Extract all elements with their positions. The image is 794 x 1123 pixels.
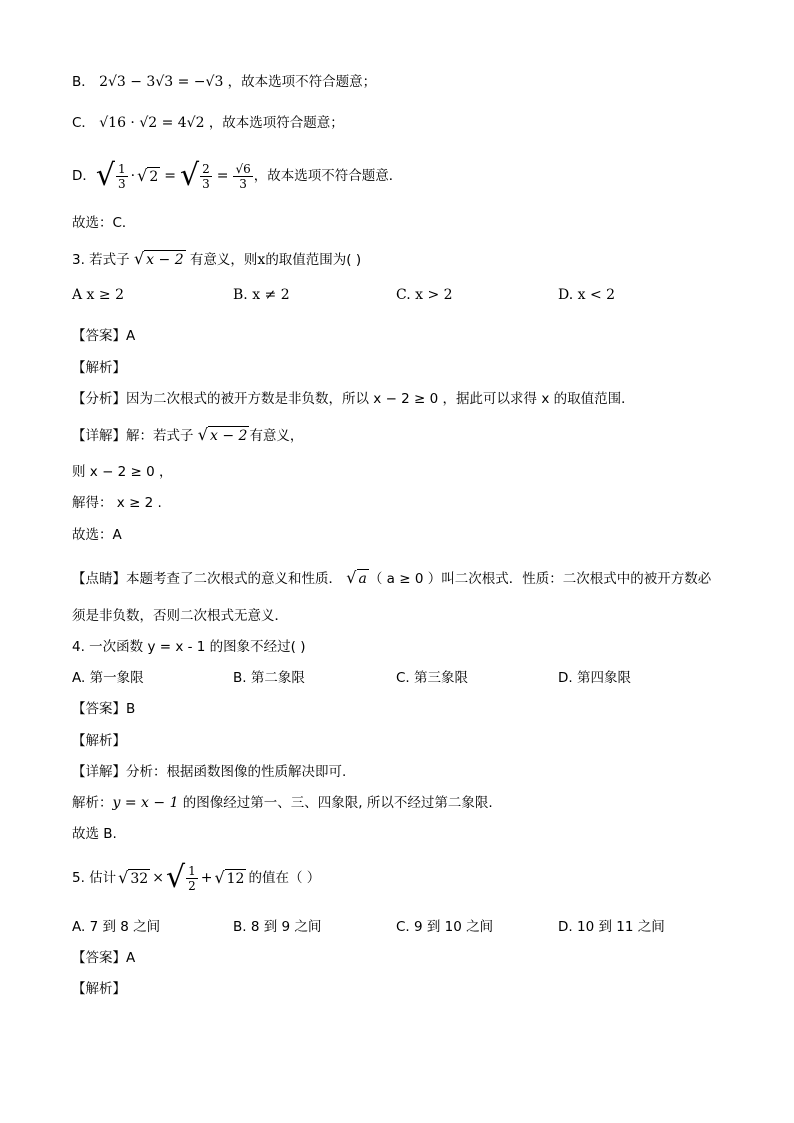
q4-option-c: C. 第三象限 — [396, 670, 469, 686]
q3-fenxi-label: 【分析】 — [72, 391, 126, 407]
q3-xiangjie-b: 有意义， — [249, 428, 304, 444]
q4-answer-label: 【答案】 — [72, 701, 126, 717]
q3-dianjing — [72, 569, 711, 588]
q3-analysis-label: 【解析】 — [72, 360, 126, 376]
q3-dianjing-b: （ a ≥ 0 ）叫二次根式．性质：二次根式中的被开方数必 — [368, 571, 712, 587]
q3-stem-a: 3. 若式子 — [72, 252, 130, 268]
q3-dianjing-label: 【点睛】 — [72, 571, 126, 587]
q3-xiangjie — [72, 426, 303, 445]
q3-fenxi-text: 因为二次根式的被开方数是非负数，所以 x − 2 ≥ 0 ，据此可以求得 x 的取值范围． — [126, 391, 635, 407]
q3-answer — [72, 327, 135, 345]
q3-option-c: C. x > 2 — [396, 287, 453, 303]
q5-answer — [72, 949, 135, 967]
q4-answer-value: B — [126, 701, 136, 717]
q2-option-c-expr: √16 · √2 = 4√2 — [99, 115, 205, 131]
q5-option-a: A. 7 到 8 之间 — [72, 919, 161, 935]
q3-fenxi — [72, 390, 635, 408]
q4-choose: 故选 B. — [72, 826, 117, 842]
q3-radical-icon: √ — [133, 249, 145, 268]
q3-stem-c: 的取值范围为( ) — [265, 252, 362, 268]
q3-answer-value: A — [126, 328, 136, 344]
q4-jiexi — [72, 794, 493, 812]
q3-option-d: D. x < 2 — [558, 287, 616, 303]
q2-option-b-expr: 2√3 − 3√3 = −√3 — [99, 74, 224, 90]
q4-stem: 4. 一次函数 y = x - 1 的图象不经过( ) — [72, 639, 306, 655]
q5-stem — [72, 858, 320, 898]
q5-analysis-label: 【解析】 — [72, 981, 126, 997]
q4-answer — [72, 700, 135, 718]
q3-dianjing-radical-icon: √ — [346, 568, 357, 587]
q2-option-b — [72, 73, 376, 91]
q2-option-c-prefix: C． — [72, 115, 95, 131]
q2-option-d-prefix: D． — [72, 168, 96, 184]
q2-choose: 故选：C． — [72, 215, 136, 231]
q4-option-a: A. 第一象限 — [72, 670, 144, 686]
q3-xiangjie-radicand: x − 2 — [210, 428, 248, 444]
q4-analysis-label: 【解析】 — [72, 733, 126, 749]
q2-option-b-text: ，故本选项不符合题意； — [227, 74, 377, 90]
q3-stem-var: x — [257, 252, 266, 268]
q4-xiangjie — [72, 763, 346, 781]
q4-xiangjie-label: 【详解】 — [72, 764, 126, 780]
q5-option-b: B. 8 到 9 之间 — [233, 919, 322, 935]
q2-option-c — [72, 114, 344, 132]
q5-option-c: C. 9 到 10 之间 — [396, 919, 494, 935]
q3-stem-b: 有意义，则 — [189, 252, 258, 268]
q2-option-b-prefix: B． — [72, 74, 95, 90]
q3-step-2: 解得： x ≥ 2 . — [72, 495, 162, 511]
q3-answer-label: 【答案】 — [72, 328, 126, 344]
q2-option-d — [72, 158, 402, 194]
q3-dianjing-cont: 须是非负数，否则二次根式无意义． — [72, 608, 288, 624]
q5-stem-b: 的值在（ ） — [248, 870, 321, 886]
q3-xiangjie-a: 解：若式子 — [126, 428, 194, 444]
q4-jiexi-a: 解析： — [72, 795, 113, 811]
q3-choose: 故选：A — [72, 527, 122, 543]
q3-step-1: 则 x − 2 ≥ 0 ， — [72, 464, 173, 480]
q2-option-c-text: ，故本选项符合题意； — [208, 115, 344, 131]
q3-stem — [72, 250, 361, 269]
q2-option-d-text: ，故本选项不符合题意． — [253, 168, 403, 184]
q4-option-b: B. 第二象限 — [233, 670, 305, 686]
q4-xiangjie-text: 分析：根据函数图像的性质解决即可. — [126, 764, 347, 780]
q3-xiangjie-label: 【详解】 — [72, 428, 126, 444]
q5-option-d: D. 10 到 11 之间 — [558, 919, 665, 935]
q3-stem-radicand: x − 2 — [146, 252, 184, 268]
q3-option-b: B. x ≠ 2 — [233, 287, 290, 303]
q3-xiangjie-radical-icon: √ — [197, 425, 208, 444]
q4-jiexi-b: 的图像经过第一、三、四象限, 所以不经过第二象限. — [178, 795, 493, 811]
q5-answer-value: A — [126, 950, 136, 966]
q5-answer-label: 【答案】 — [72, 950, 126, 966]
q4-option-d: D. 第四象限 — [558, 670, 631, 686]
q3-dianjing-radicand: a — [358, 571, 367, 587]
q5-stem-a: 5. 估计 — [72, 870, 117, 886]
q5-stem-expr: √ 32 × √ $\frac{1}{2}$ + √ 12 — [118, 860, 245, 895]
q4-jiexi-expr: y = x − 1 — [112, 795, 179, 811]
q3-option-a: A x ≥ 2 — [72, 287, 124, 303]
q2-option-d-expr: √ $\frac{1}{3}$ · √ 2 = √ $\frac{2}{3}$ = $\frac{√6}{3}$ — [95, 158, 251, 193]
q3-dianjing-a: 本题考查了二次根式的意义和性质． — [126, 571, 342, 587]
